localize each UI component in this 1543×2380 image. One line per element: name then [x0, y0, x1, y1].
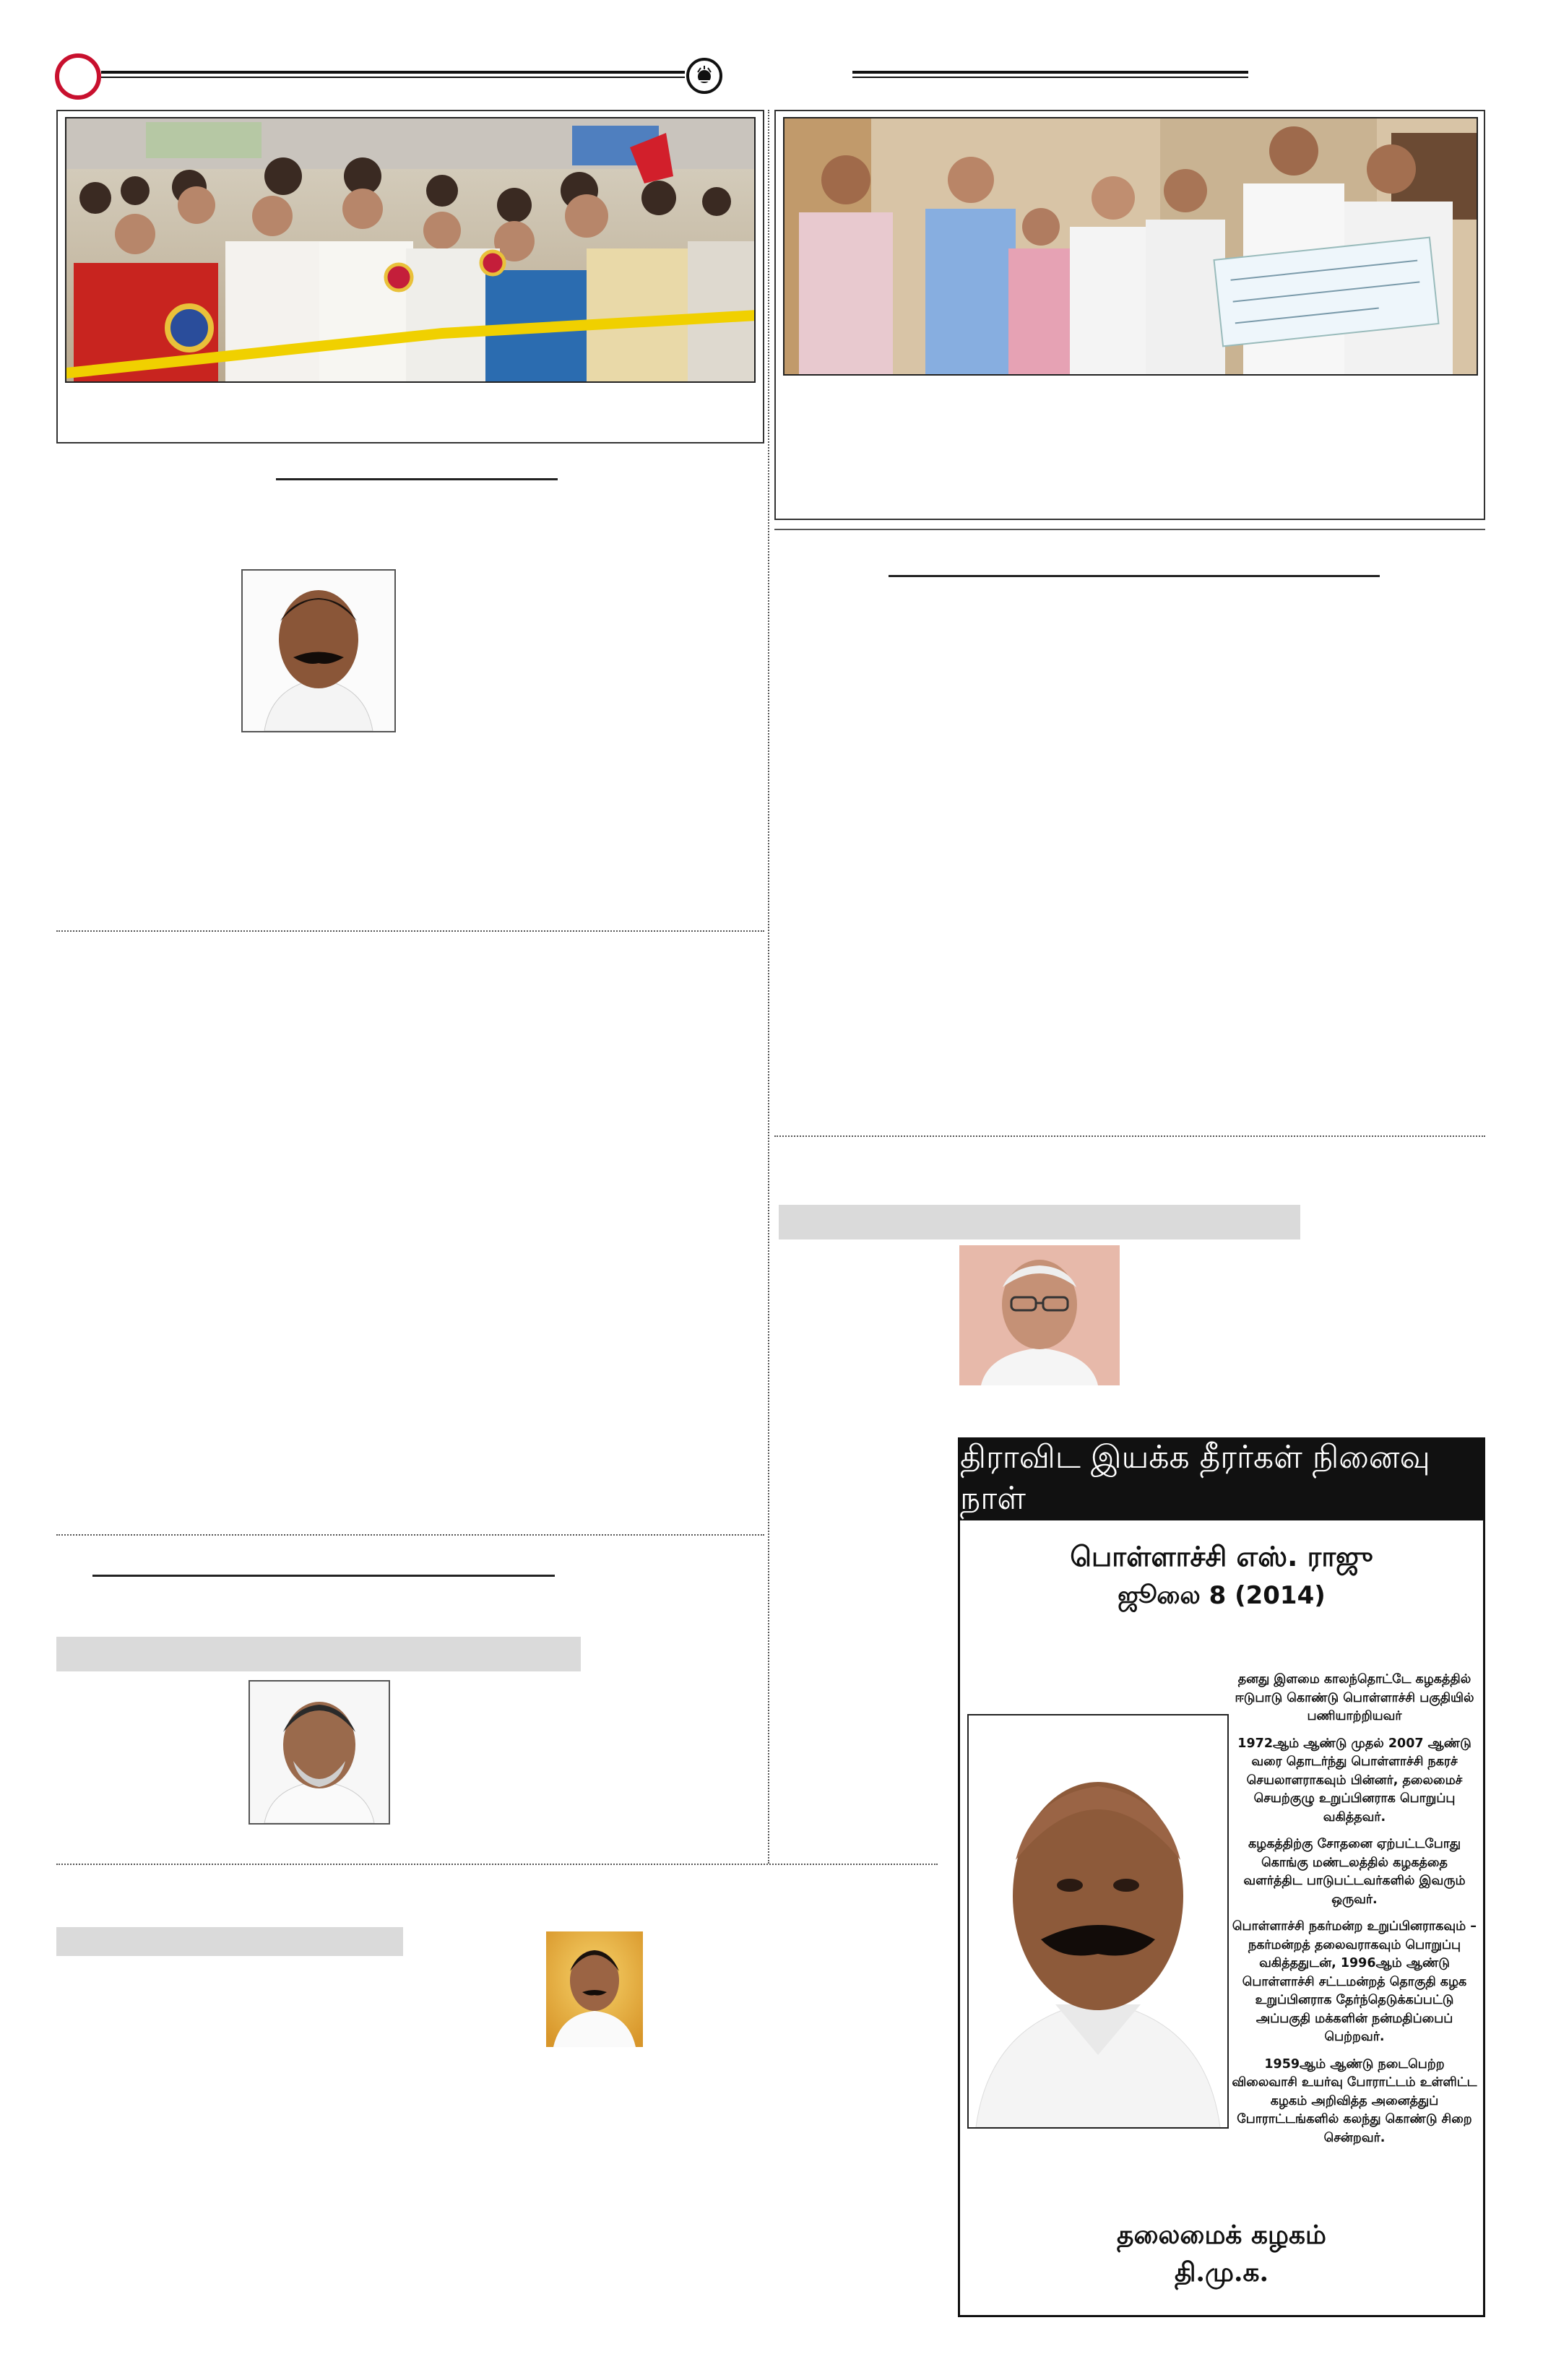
left-divider-2 [56, 1534, 764, 1536]
masthead-rule-right [852, 71, 1248, 74]
tribute-advertisement [958, 1437, 1485, 2317]
leader-portrait-4 [959, 1245, 1120, 1385]
tribute-paragraph-5: 1959ஆம் ஆண்டு நடைபெற்ற விலைவாசி உயர்வு போராட்டம் உள்ளிட்ட கழகம் அறிவித்த அனைத்துப் போராட்டங்களில் கலந்து கொண்டு சிறை சென்றவர். [1232, 2056, 1477, 2145]
tribute-paragraph-2: 1972ஆம் ஆண்டு முதல் 2007 ஆண்டு வரை தொடர்ந்து பொள்ளாச்சி நகரச் செயலாளராகவும் பின்னர், தலைமைச் செயற்குழு உறுப்பினராக பொறுப்பு வகித்தவர். [1237, 1736, 1471, 1825]
subheading-bar-3 [779, 1205, 1300, 1239]
cheque-presentation-photo [783, 117, 1478, 376]
headline-rule-2 [92, 1575, 555, 1577]
masthead-rule-left [101, 71, 685, 74]
leader-portrait-3 [546, 1931, 643, 2047]
tribute-signature-line-2: தி.மு.க. [1174, 2257, 1269, 2288]
headline-rule-1 [276, 478, 558, 480]
full-width-divider [56, 1864, 938, 1865]
tribute-name: பொள்ளாச்சி எஸ். ராஜு [1070, 1541, 1373, 1572]
rising-sun-emblem-icon [686, 58, 722, 94]
tribute-paragraph-3: கழகத்திற்கு சோதனை ஏற்பட்டபோது கொங்கு மண்டலத்தில் கழகத்தை வளர்த்திட பாடுபட்டவர்களில் இவரும் ஒருவர். [1243, 1837, 1466, 1907]
tribute-biography [1232, 1671, 1477, 2156]
cheque-presentation-photo-frame [774, 110, 1485, 520]
masthead-logo [55, 53, 101, 100]
ribbon-cutting-photo [65, 117, 756, 383]
tribute-paragraph-1: தனது இளமை காலந்தொட்டே கழகத்தில் ஈடுபாடு கொண்டு பொள்ளாச்சி பகுதியில் பணியாற்றியவர் [1235, 1672, 1474, 1723]
masthead-rule-right-thin [852, 77, 1248, 78]
tribute-heading: திராவிட இயக்க தீரர்கள் நினைவு நாள் [960, 1440, 1483, 1520]
headline-rule-3 [889, 575, 1380, 577]
right-section-rule [774, 529, 1485, 530]
leader-portrait-2 [248, 1680, 390, 1825]
ribbon-cutting-photo-frame [56, 110, 764, 443]
masthead-rule-left-thin [101, 77, 685, 78]
leader-portrait-1 [241, 569, 396, 732]
tribute-portrait [967, 1714, 1229, 2129]
tribute-paragraph-4: பொள்ளாச்சி நகர்மன்ற உறுப்பினராகவும் – நகர்மன்றத் தலைவராகவும் பொறுப்பு வகித்ததுடன், 1996ஆம் ஆண்டு பொள்ளாச்சி சட்டமன்றத் தொகுதி கழக உறுப்பினராக தேர்ந்தெடுக்கப்பட்டு அப்பகுதி மக்களின் நன்மதிப்பைப் பெற்றவர். [1232, 1919, 1477, 2044]
subheading-bar-1 [56, 1637, 581, 1671]
left-divider-1 [56, 930, 764, 932]
subheading-bar-2 [56, 1927, 403, 1956]
tribute-signature-line-1: தலைமைக் கழகம் [1117, 2220, 1326, 2250]
right-divider-1 [774, 1135, 1485, 1137]
column-divider [768, 110, 769, 1864]
tribute-date: ஜூலை 8 (2014) [1118, 1581, 1326, 1610]
